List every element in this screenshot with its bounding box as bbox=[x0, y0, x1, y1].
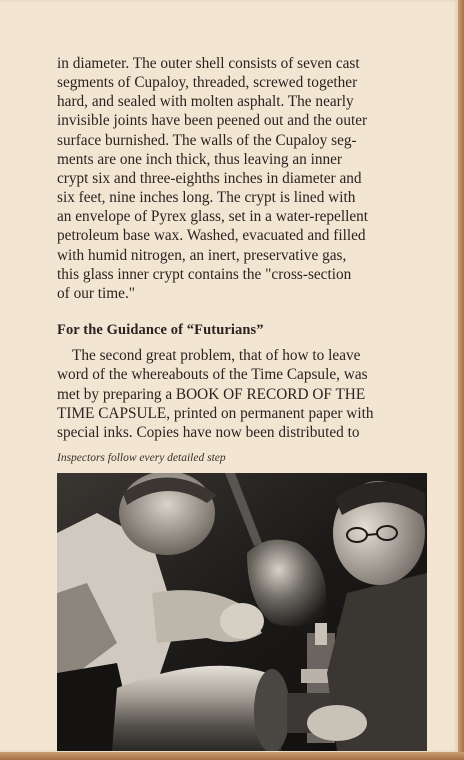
text-line: hard, and sealed with molten asphalt. The nearly bbox=[57, 93, 354, 111]
photo-illustration bbox=[57, 473, 427, 751]
text-line: surface burnished. The walls of the Cupaloy seg- bbox=[57, 131, 357, 149]
text-line: an envelope of Pyrex glass, set in a water-repellent bbox=[57, 208, 369, 226]
text-line: crypt six and three-eighths inches in diameter and bbox=[57, 169, 362, 187]
text-line: TIME CAPSULE, printed on permanent paper with bbox=[57, 404, 374, 422]
body-text bbox=[57, 54, 427, 442]
page-bottom-edge bbox=[0, 752, 464, 760]
inspectors-photograph bbox=[57, 473, 427, 751]
section-heading: For the Guidance of “Futurians” bbox=[57, 322, 264, 339]
paragraph-book-of-record bbox=[57, 346, 427, 442]
text-line: of our time." bbox=[57, 284, 136, 302]
text-line: met by preparing a BOOK OF RECORD OF THE bbox=[57, 385, 366, 403]
text-line: segments of Cupaloy, threaded, screwed together bbox=[57, 74, 358, 92]
page-binding-edge bbox=[458, 0, 464, 760]
text-line: in diameter. The outer shell consists of seven cast bbox=[57, 55, 360, 72]
text-line: with humid nitrogen, an inert, preservative gas, bbox=[57, 246, 347, 264]
text-line: The second great problem, that of how to leave bbox=[72, 347, 361, 365]
text-line: six feet, nine inches long. The crypt is lined with bbox=[57, 189, 356, 207]
paragraph-crypt-description bbox=[57, 54, 427, 303]
text-line: word of the whereabouts of the Time Capsule, was bbox=[57, 366, 368, 384]
text-line: invisible joints have been peened out and the outer bbox=[57, 112, 368, 130]
photo-caption: Inspectors follow every detailed step bbox=[57, 452, 226, 464]
text-line: petroleum base wax. Washed, evacuated and filled bbox=[57, 227, 366, 245]
text-line: special inks. Copies have now been distributed to bbox=[57, 423, 360, 441]
text-line: ments are one inch thick, thus leaving an inner bbox=[57, 150, 343, 168]
text-line: this glass inner crypt contains the "cross-section bbox=[57, 265, 352, 283]
